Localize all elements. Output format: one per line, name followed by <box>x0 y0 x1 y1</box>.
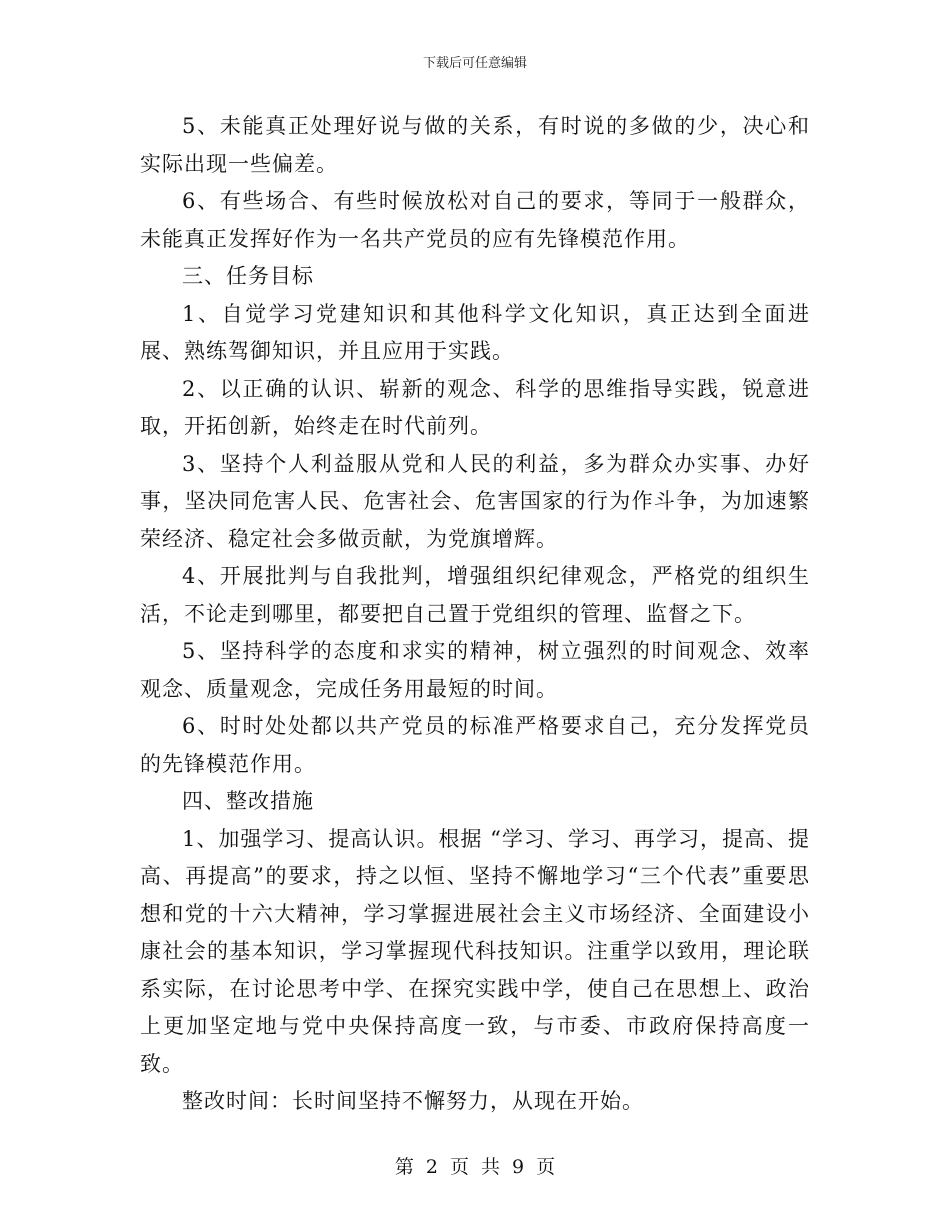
paragraph: 6、时时处处都以共产党员的标准严格要求自己，充分发挥党员的先锋模范作用。 <box>140 714 810 776</box>
paragraph: 整改时间：长时间坚持不懈努力，从现在开始。 <box>182 1089 644 1113</box>
paragraph: 6、有些场合、有些时候放松对自己的要求，等同于一般群众，未能真正发挥好作为一名共产党员的应有先锋模范作用。 <box>140 189 810 251</box>
paragraph: 2、以正确的认识、崭新的观念、科学的思维指导实践，锐意进取，开拓创新，始终走在时代前列。 <box>140 376 810 438</box>
page-header: 下载后可任意编辑 <box>422 56 527 71</box>
section-heading: 四、整改措施 <box>182 789 314 813</box>
section-heading: 三、任务目标 <box>182 264 314 288</box>
document-body <box>140 108 810 1121</box>
paragraph: 5、未能真正处理好说与做的关系，有时说的多做的少，决心和实际出现一些偏差。 <box>140 114 810 176</box>
paragraph: 1、自觉学习党建知识和其他科学文化知识，真正达到全面进展、熟练驾御知识，并且应用于实践。 <box>140 301 810 363</box>
paragraph: 4、开展批判与自我批判，增强组织纪律观念，严格党的组织生活，不论走到哪里，都要把自己置于党组织的管理、监督之下。 <box>140 564 810 626</box>
paragraph: 5、坚持科学的态度和求实的精神，树立强烈的时间观念、效率观念、质量观念，完成任务用最短的时间。 <box>140 639 810 701</box>
paragraph: 3、坚持个人利益服从党和人民的利益，多为群众办实事、办好事，坚决同危害人民、危害社会、危害国家的行为作斗争，为加速繁荣经济、稳定社会多做贡献，为党旗增辉。 <box>140 451 810 551</box>
paragraph: 1、加强学习、提高认识。根据 “学习、学习、再学习，提高、提高、再提高”的要求，持之以恒、坚持不懈地学习“三个代表”重要思想和党的十六大精神，学习掌握进展社会主义市场经济、全面建设小康社会的基本知识，学习掌握现代科技知识。注重学以致用，理论联系实际，在讨论思考中学、在探究实践中学，使自己在思想上、政治上更加坚定地与党中央保持高度一致，与市委、市政府保持高度一致。 <box>140 826 810 1076</box>
page-number: 第 2 页 共 9 页 <box>394 1156 556 1178</box>
